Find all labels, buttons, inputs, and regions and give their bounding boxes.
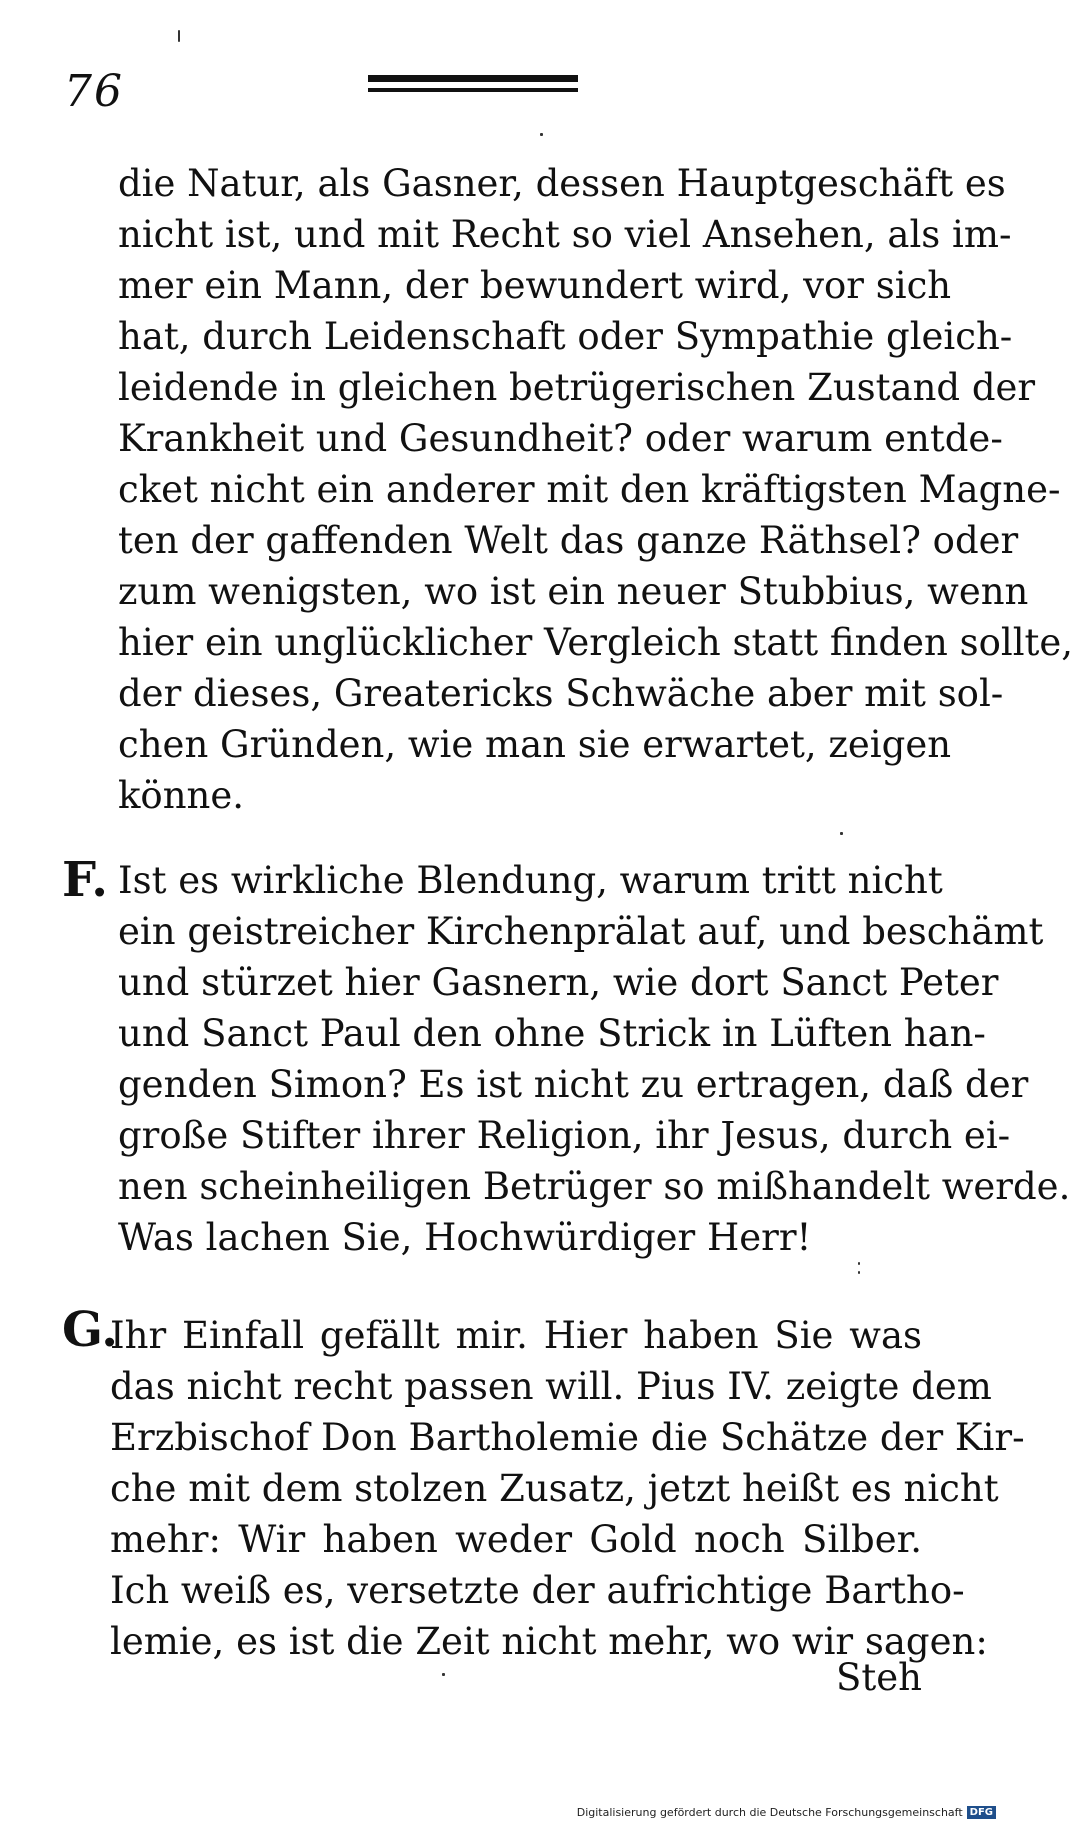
speck <box>858 1262 860 1265</box>
speck <box>178 30 180 42</box>
text-line: große Stifter ihrer Religion, ihr Jesus, durch ei- <box>118 1114 1011 1157</box>
text-line: und Sanct Paul den ohne Strick in Lüften han- <box>118 1012 986 1055</box>
header-rule-thin <box>368 88 578 92</box>
text-line: lemie, es ist die Zeit nicht mehr, wo wir sagen: <box>110 1620 988 1663</box>
text-line: mer ein Mann, der bewundert wird, vor sich <box>118 264 952 307</box>
text-line: nen scheinheiligen Betrüger so mißhandelt werde. <box>118 1165 1071 1208</box>
text-line: leidende in gleichen betrügerischen Zustand der <box>118 366 1036 409</box>
paragraph-3 <box>110 1310 1025 1667</box>
text-line: Ihr Einfall gefällt mir. Hier haben Sie was <box>110 1314 922 1357</box>
text-line: nicht ist, und mit Recht so viel Ansehen, als im- <box>118 213 1012 256</box>
text-line: hat, durch Leidenschaft oder Sympathie gleich- <box>118 315 1013 358</box>
text-line: zum wenigsten, wo ist ein neuer Stubbius, wenn <box>118 570 1029 613</box>
text-line: che mit dem stolzen Zusatz, jetzt heißt es nicht <box>110 1467 999 1510</box>
footer-credit: Digitalisierung gefördert durch die Deutsche Forschungsgemeinschaft <box>576 1806 963 1819</box>
page-number: 76 <box>64 66 124 117</box>
text-line: chen Gründen, wie man sie erwartet, zeigen <box>118 723 952 766</box>
speck <box>442 1673 445 1676</box>
header-rule-thick <box>368 75 578 82</box>
text-line: Was lachen Sie, Hochwürdiger Herr! <box>118 1216 812 1259</box>
text-line: könne. <box>118 774 245 817</box>
text-line: und stürzet hier Gasnern, wie dort Sanct Peter <box>118 961 999 1004</box>
text-line: cket nicht ein anderer mit den kräftigsten Magne- <box>118 468 1061 511</box>
speaker-f-mark: F. <box>62 852 108 908</box>
speck <box>540 133 543 136</box>
speck <box>858 1271 860 1274</box>
speaker-g-mark: G. <box>62 1302 118 1358</box>
text-line: die Natur, als Gasner, dessen Hauptgeschäft es <box>118 162 1006 205</box>
text-line: Ist es wirkliche Blendung, warum tritt nicht <box>118 859 943 902</box>
text-line: mehr: Wir haben weder Gold noch Silber. <box>110 1518 922 1561</box>
digitization-footer <box>577 1806 996 1819</box>
paragraph-1 <box>118 158 1073 821</box>
text-line: das nicht recht passen will. Pius IV. zeigte dem <box>110 1365 992 1408</box>
text-line: Ich weiß es, versetzte der aufrichtige Bartho- <box>110 1569 965 1612</box>
text-line: Krankheit und Gesundheit? oder warum entde- <box>118 417 1003 460</box>
dfg-logo: DFG <box>967 1806 996 1819</box>
text-line: Erzbischof Don Bartholemie die Schätze der Kir- <box>110 1416 1025 1459</box>
text-line: ten der gaffenden Welt das ganze Räthsel? oder <box>118 519 1019 562</box>
text-line: ein geistreicher Kirchenprälat auf, und beschämt <box>118 910 1044 953</box>
paragraph-2 <box>118 855 1071 1263</box>
speck <box>840 832 843 835</box>
text-line: hier ein unglücklicher Vergleich statt finden sollte, <box>118 621 1073 664</box>
text-line: der dieses, Greatericks Schwäche aber mit sol- <box>118 672 1004 715</box>
catchword: Steh <box>836 1656 922 1699</box>
text-line: genden Simon? Es ist nicht zu ertragen, daß der <box>118 1063 1029 1106</box>
